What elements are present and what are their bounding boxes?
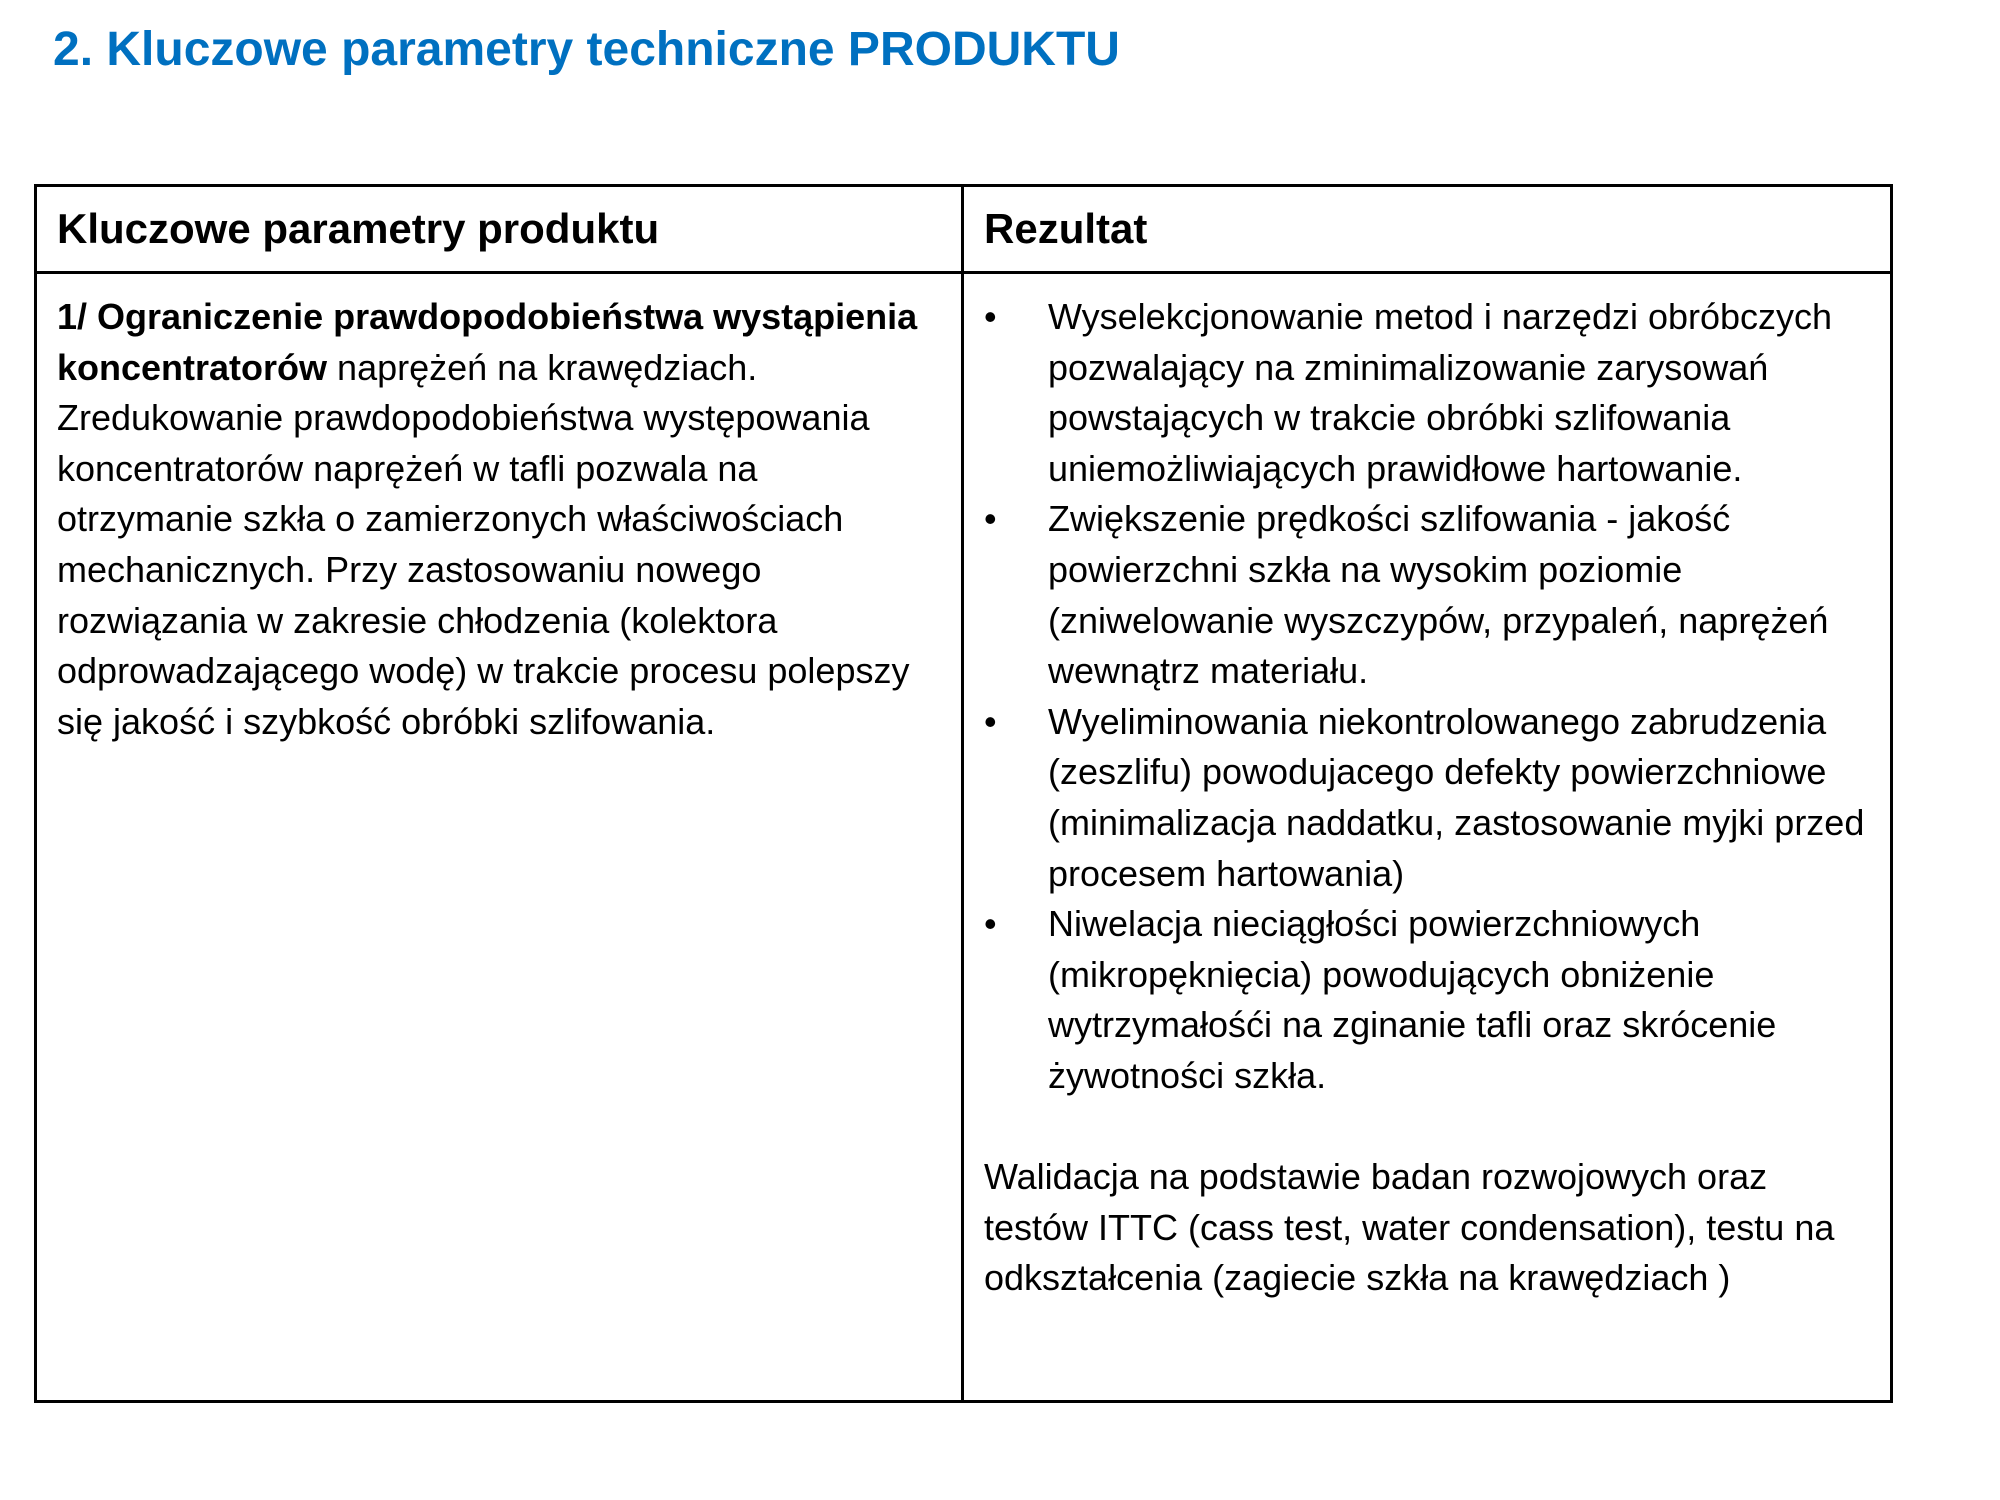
result-list	[984, 292, 1870, 1102]
list-item	[984, 899, 1870, 1101]
bullet-icon: •	[984, 498, 997, 540]
parameter-description: naprężeń na krawędziach. Zredukowanie prawdopodobieństwa występowania koncentratorów naprężeń w tafli pozwala na otrzymanie szkła o zamierzonych właściwościach mechanicznych. Przy zastosowaniu nowego rozwiązania w zakresie chłodzenia (kolektora odprowadzającego wodę) w trakcie procesu polepszy się jakość i szybkość obróbki szlifowania.	[57, 346, 910, 742]
page-title: 2. Kluczowe parametry techniczne PRODUKTU	[53, 23, 1120, 76]
table-row	[36, 273, 1892, 1402]
bullet-icon: •	[984, 903, 997, 945]
result-text: Zwiększenie prędkości szlifowania - jakość powierzchni szkła na wysokim poziomie (zniwelowanie wyszczypów, przypaleń, naprężeń wewnątrz materiału.	[1048, 498, 1829, 692]
list-item	[984, 494, 1870, 696]
parameter-heading: 1/ Ograniczenie prawdopodobieństwa wystąpienia koncentratorów	[57, 296, 918, 388]
parameters-table	[34, 184, 1893, 1403]
bullet-icon: •	[984, 700, 997, 742]
list-item	[984, 697, 1870, 899]
parameter-cell	[36, 273, 963, 1402]
list-item	[984, 292, 1870, 494]
result-text: Wyselekcjonowanie metod i narzędzi obróbczych pozwalający na zminimalizowanie zarysowań powstających w trakcie obróbki szlifowania uniemożliwiających prawidłowe hartowanie.	[1048, 296, 1833, 489]
column-header-parameters: Kluczowe parametry produktu	[36, 186, 963, 273]
table-header-row	[36, 186, 1892, 273]
validation-note: Walidacja na podstawie badan rozwojowych oraz testów ITTC (cass test, water condensation), testu na odkształcenia (zagiecie szkła na krawędziach )	[984, 1156, 1835, 1299]
result-text: Niwelacja nieciągłości powierzchniowych (mikropęknięcia) powodujących obniżenie wytrzymałośći na zginanie tafli oraz skrócenie żywotności szkła.	[1048, 903, 1777, 1096]
column-header-result: Rezultat	[963, 186, 1892, 273]
result-text: Wyeliminowania niekontrolowanego zabrudzenia (zeszlifu) powodujacego defekty powierzchniowe (minimalizacja naddatku, zastosowanie myjki przed procesem hartowania)	[1048, 700, 1865, 894]
bullet-icon: •	[984, 296, 997, 337]
result-cell	[963, 273, 1892, 1402]
